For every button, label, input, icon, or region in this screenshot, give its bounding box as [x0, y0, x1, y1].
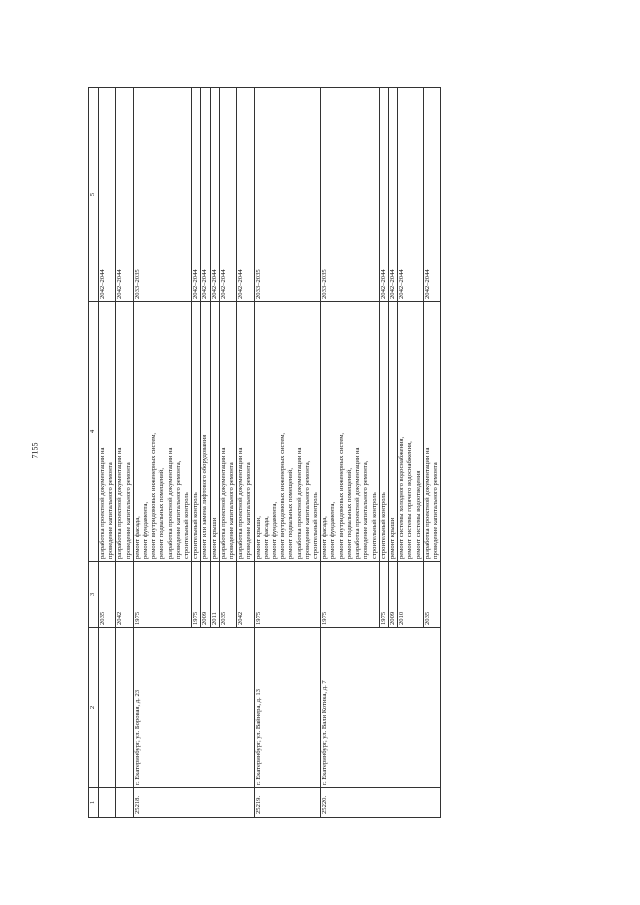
- year-cell: 2011: [210, 562, 219, 628]
- work-cell: ремонт фасада, ремонт фундамента, ремонт внутридомовых инженерных систем, ремонт подвальных помещений, разработка проектной документации на проведение капитального ремонта, строительный контроль: [133, 302, 191, 562]
- year-cell: 2042: [237, 562, 254, 628]
- period-cell: 2042–2044: [210, 88, 219, 302]
- work-cell: разработка проектной документации на проведение капитального ремонта: [423, 302, 440, 562]
- address-cell: [99, 628, 116, 788]
- period-cell: 2042–2044: [201, 88, 210, 302]
- table-row: [321, 88, 379, 818]
- row-number: 25218.: [133, 788, 254, 818]
- table-row: [133, 88, 191, 818]
- address-cell: г. Екатеринбург, ул. Боровая, д. 23: [133, 628, 254, 788]
- work-cell: строительный контроль: [192, 302, 201, 562]
- work-cell: строительный контроль: [379, 302, 388, 562]
- table-row: [116, 88, 133, 818]
- header-cell-4: 4: [89, 302, 99, 562]
- period-cell: 2042–2044: [99, 88, 116, 302]
- year-cell: 2009: [201, 562, 210, 628]
- year-cell: 1975: [379, 562, 388, 628]
- address-cell: г. Екатеринбург, ул. Вали Котика, д. 7: [321, 628, 441, 788]
- period-cell: 2042–2044: [116, 88, 133, 302]
- year-cell: 2009: [388, 562, 397, 628]
- row-number: [116, 788, 133, 818]
- address-cell: [116, 628, 133, 788]
- year-cell: 1975: [192, 562, 201, 628]
- work-cell: ремонт системы холодного водоснабжения, ремонт системы горячего водоснабжения, ремонт системы водоотведения: [398, 302, 424, 562]
- period-cell: 2033–2035: [133, 88, 191, 302]
- year-cell: 2042: [116, 562, 133, 628]
- period-cell: 2042–2044: [398, 88, 424, 302]
- period-cell: 2042–2044: [379, 88, 388, 302]
- capital-repair-table: [88, 87, 441, 818]
- work-cell: ремонт крыши, ремонт фасада, ремонт фундамента, ремонт внутридомовых инженерных систем, ремонт подвальных помещений, разработка проектной документации на проведение капитального ремонта, строительный контроль: [254, 302, 321, 562]
- table-row: [99, 88, 116, 818]
- work-cell: ремонт крыши: [388, 302, 397, 562]
- period-cell: 2042–2044: [192, 88, 201, 302]
- work-cell: разработка проектной документации на проведение капитального ремонта: [116, 302, 133, 562]
- period-cell: 2033–2035: [254, 88, 321, 302]
- row-number: 25219.: [254, 788, 321, 818]
- work-cell: разработка проектной документации на проведение капитального ремонта: [99, 302, 116, 562]
- address-cell: г. Екатеринбург, ул. Вайнера, д. 13: [254, 628, 321, 788]
- table-row: [254, 88, 321, 818]
- header-cell-1: 1: [89, 788, 99, 818]
- period-cell: 2042–2044: [237, 88, 254, 302]
- year-cell: 1975: [254, 562, 321, 628]
- year-cell: 2035: [423, 562, 440, 628]
- header-cell-3: 3: [89, 562, 99, 628]
- year-cell: 1975: [133, 562, 191, 628]
- work-cell: ремонт или замена лифтового оборудования: [201, 302, 210, 562]
- work-cell: разработка проектной документации на проведение капитального ремонта: [237, 302, 254, 562]
- header-row: [89, 88, 99, 818]
- header-cell-5: 5: [89, 88, 99, 302]
- row-number: 25220.: [321, 788, 441, 818]
- year-cell: 2035: [99, 562, 116, 628]
- period-cell: 2042–2044: [219, 88, 236, 302]
- period-cell: 2042–2044: [423, 88, 440, 302]
- header-cell-2: 2: [89, 628, 99, 788]
- work-cell: ремонт фасада, ремонт фундамента, ремонт внутридомовых инженерных систем, ремонт подвальных помещений, разработка проектной документации на проведение капитального ремонта, строительный контроль: [321, 302, 379, 562]
- row-number: [99, 788, 116, 818]
- period-cell: 2042–2044: [388, 88, 397, 302]
- year-cell: 2035: [219, 562, 236, 628]
- page-number: 7155: [30, 442, 40, 459]
- work-cell: ремонт крыши: [210, 302, 219, 562]
- period-cell: 2033–2035: [321, 88, 379, 302]
- work-cell: разработка проектной документации на проведение капитального ремонта: [219, 302, 236, 562]
- year-cell: 2010: [398, 562, 424, 628]
- year-cell: 1975: [321, 562, 379, 628]
- rotated-page-content: [88, 88, 610, 818]
